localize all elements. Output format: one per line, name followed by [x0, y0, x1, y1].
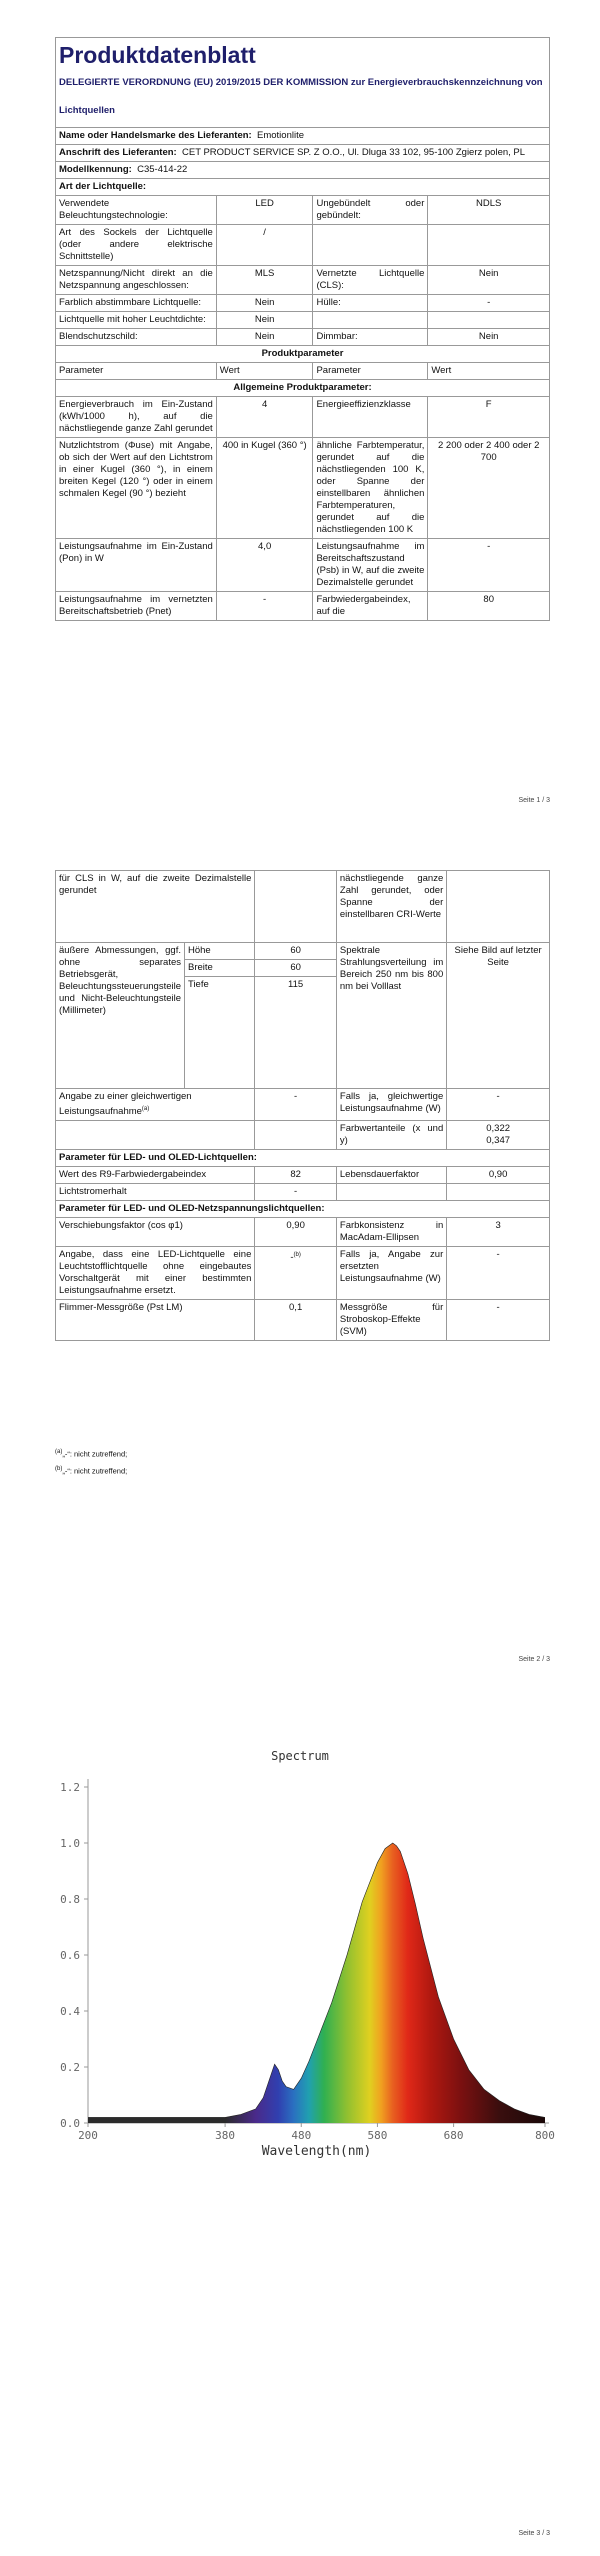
y-tick-label: 0.8 [60, 1893, 80, 1906]
table-row: Leistungsaufnahme im Ein-Zustand (Pon) in W 4,0 Leistungsaufnahme im Bereitschaftszustand (Psb) in W, auf die zweite Dezimalstelle gerundet - [56, 539, 550, 592]
table-row: Energieverbrauch im Ein-Zustand (kWh/1000 h), auf die nächstliegende ganze Zahl gerundet 4 Energieeffizienzklasse F [56, 397, 550, 438]
page-number: Seite 3 / 3 [518, 2530, 550, 2537]
supplier-address-row: Anschrift des Lieferanten: CET PRODUCT SERVICE SP. Z O.O., Ul. Dluga 33 102, 95-100 Zgierz polen, PL [56, 145, 550, 162]
table-row: Farbwertanteile (x und y) 0,322 0,347 [56, 1121, 550, 1150]
x-tick-label: 480 [291, 2129, 312, 2142]
spectrum-fill [88, 1787, 545, 2123]
datasheet-table-page-1 [55, 37, 550, 621]
table-row: für CLS in W, auf die zweite Dezimalstelle gerundet nächstliegende ganze Zahl gerundet, oder Spanne der einstellbaren CRI-Werte [56, 871, 550, 943]
regulation-text: DELEGIERTE VERORDNUNG (EU) 2019/2015 DER KOMMISSION zur Energieverbrauchskennzeichnung von Lichtquellen [59, 77, 543, 116]
spectrum-plot [0, 1680, 600, 2556]
table-row: Verschiebungsfaktor (cos φ1) 0,90 Farbkonsistenz in MacAdam-Ellipsen 3 [56, 1218, 550, 1247]
x-tick-label: 200 [78, 2129, 98, 2142]
supplier-name-row: Name oder Handelsmarke des Lieferanten: Emotionlite [56, 128, 550, 145]
table-row: Wert des R9-Farbwiedergabeindex 82 Lebensdauerfaktor 0,90 [56, 1167, 550, 1184]
page-3 [0, 1680, 600, 2556]
datasheet-table-page-2 [55, 870, 550, 1341]
model-row: Modellkennung: C35-414-22 [56, 162, 550, 179]
x-tick-label: 580 [367, 2129, 388, 2142]
table-row: Flimmer-Messgröße (Pst LM) 0,1 Messgröße für Stroboskop-Effekte (SVM) - [56, 1300, 550, 1341]
table-row: Blendschutzschild: Nein Dimmbar: Nein [56, 329, 550, 346]
y-tick-label: 0.2 [60, 2061, 80, 2074]
page-1 [0, 0, 600, 820]
table-row: Angabe zu einer gleichwertigen Leistungsaufnahme$^{(a)}$ - Falls ja, gleichwertige Leistungsaufnahme (W) - [56, 1089, 550, 1121]
dimensions-row: äußere Abmessungen, ggf. ohne separates Betriebsgerät, Beleuchtungssteuerungsteile und Nicht-Beleuchtungsteile (Millimeter) Höhe 60 Spektrale Strahlungsverteilung im Bereich 250 nm bis 800 nm bei Volllast Siehe Bild auf letzter Seite [56, 943, 550, 960]
table-row: Lichtquelle mit hoher Leuchtdichte: Nein [56, 312, 550, 329]
table-row: Farblich abstimmbare Lichtquelle: Nein Hülle: - [56, 295, 550, 312]
x-axis-label: Wavelength(nm) [261, 2144, 372, 2159]
product-params-heading: Produktparameter [56, 346, 550, 363]
footnote: $^{(b)}$„-“: nicht zutreffend; [55, 1465, 128, 1475]
y-tick-label: 1.0 [60, 1837, 80, 1850]
dimensions-row: Tiefe 115 [56, 977, 550, 1089]
table-row: Leistungsaufnahme im vernetzten Bereitschaftsbetrieb (Pnet) - Farbwiedergabeindex, auf die 80 [56, 592, 550, 621]
light-source-type-heading: Art der Lichtquelle: [56, 179, 550, 196]
page-number: Seite 2 / 3 [518, 1656, 550, 1663]
page-2 [0, 820, 600, 1680]
table-row: Nutzlichtstrom (Φuse) mit Angabe, ob sich der Wert auf den Lichtstrom in einer Kugel (360 °), in einem breiten Kegel (120 °) oder in einem schmalen Kegel (90 °) bezieht 400 in Kugel (360 °) ähnliche Farbtemperatur, gerundet auf die nächstliegenden 100 K, oder Spanne der einstellbaren ähnlichen Farbtemperaturen, gerundet auf die nächstliegenden 100 K 2 200 oder 2 400 oder 2 700 [56, 438, 550, 539]
table-row: Angabe, dass eine LED-Lichtquelle eine Leuchtstofflichtquelle ohne eingebautes Vorschaltgerät mit einer bestimmten Leistungsaufnahme ersetzt. -$^{(b)}$ Falls ja, Angabe zur ersetzten Leistungsaufnahme (W) - [56, 1247, 550, 1300]
led-mains-params-heading: Parameter für LED- und OLED-Netzspannungslichtquellen: [56, 1201, 550, 1218]
x-tick-label: 800 [535, 2129, 555, 2142]
sheet-title: Produktdatenblatt DELEGIERTE VERORDNUNG (EU) 2019/2015 DER KOMMISSION zur Energieverbrauchskennzeichnung von Lichtquellen [56, 38, 550, 128]
table-row: Verwendete Beleuchtungstechnologie: LED Ungebündelt oder gebündelt: NDLS [56, 196, 550, 225]
led-params-heading: Parameter für LED- und OLED-Lichtquellen: [56, 1150, 550, 1167]
y-tick-label: 0.4 [60, 2005, 80, 2018]
table-row: Netzspannung/Nicht direkt an die Netzspannung angeschlossen: MLS Vernetzte Lichtquelle (CLS): Nein [56, 266, 550, 295]
x-tick-label: 680 [443, 2129, 464, 2142]
page-number: Seite 1 / 3 [518, 797, 550, 804]
table-row: Art des Sockels der Lichtquelle (oder andere elektrische Schnittstelle) / [56, 225, 550, 266]
general-params-heading: Allgemeine Produktparameter: [56, 380, 550, 397]
dimensions-row: Breite 60 [56, 960, 550, 977]
param-header-row: Parameter Wert Parameter Wert [56, 363, 550, 380]
y-tick-label: 0.6 [60, 1949, 80, 1962]
footnotes [55, 1445, 127, 1478]
chart-title: Spectrum [271, 1749, 329, 1763]
footnote: $^{(a)}$„-“: nicht zutreffend; [55, 1449, 128, 1459]
spectrum-chart [0, 1680, 600, 2556]
table-row: Lichtstromerhalt - [56, 1184, 550, 1201]
y-tick-label: 0.0 [60, 2117, 80, 2130]
y-tick-label: 1.2 [60, 1781, 80, 1794]
x-tick-label: 380 [215, 2129, 236, 2142]
